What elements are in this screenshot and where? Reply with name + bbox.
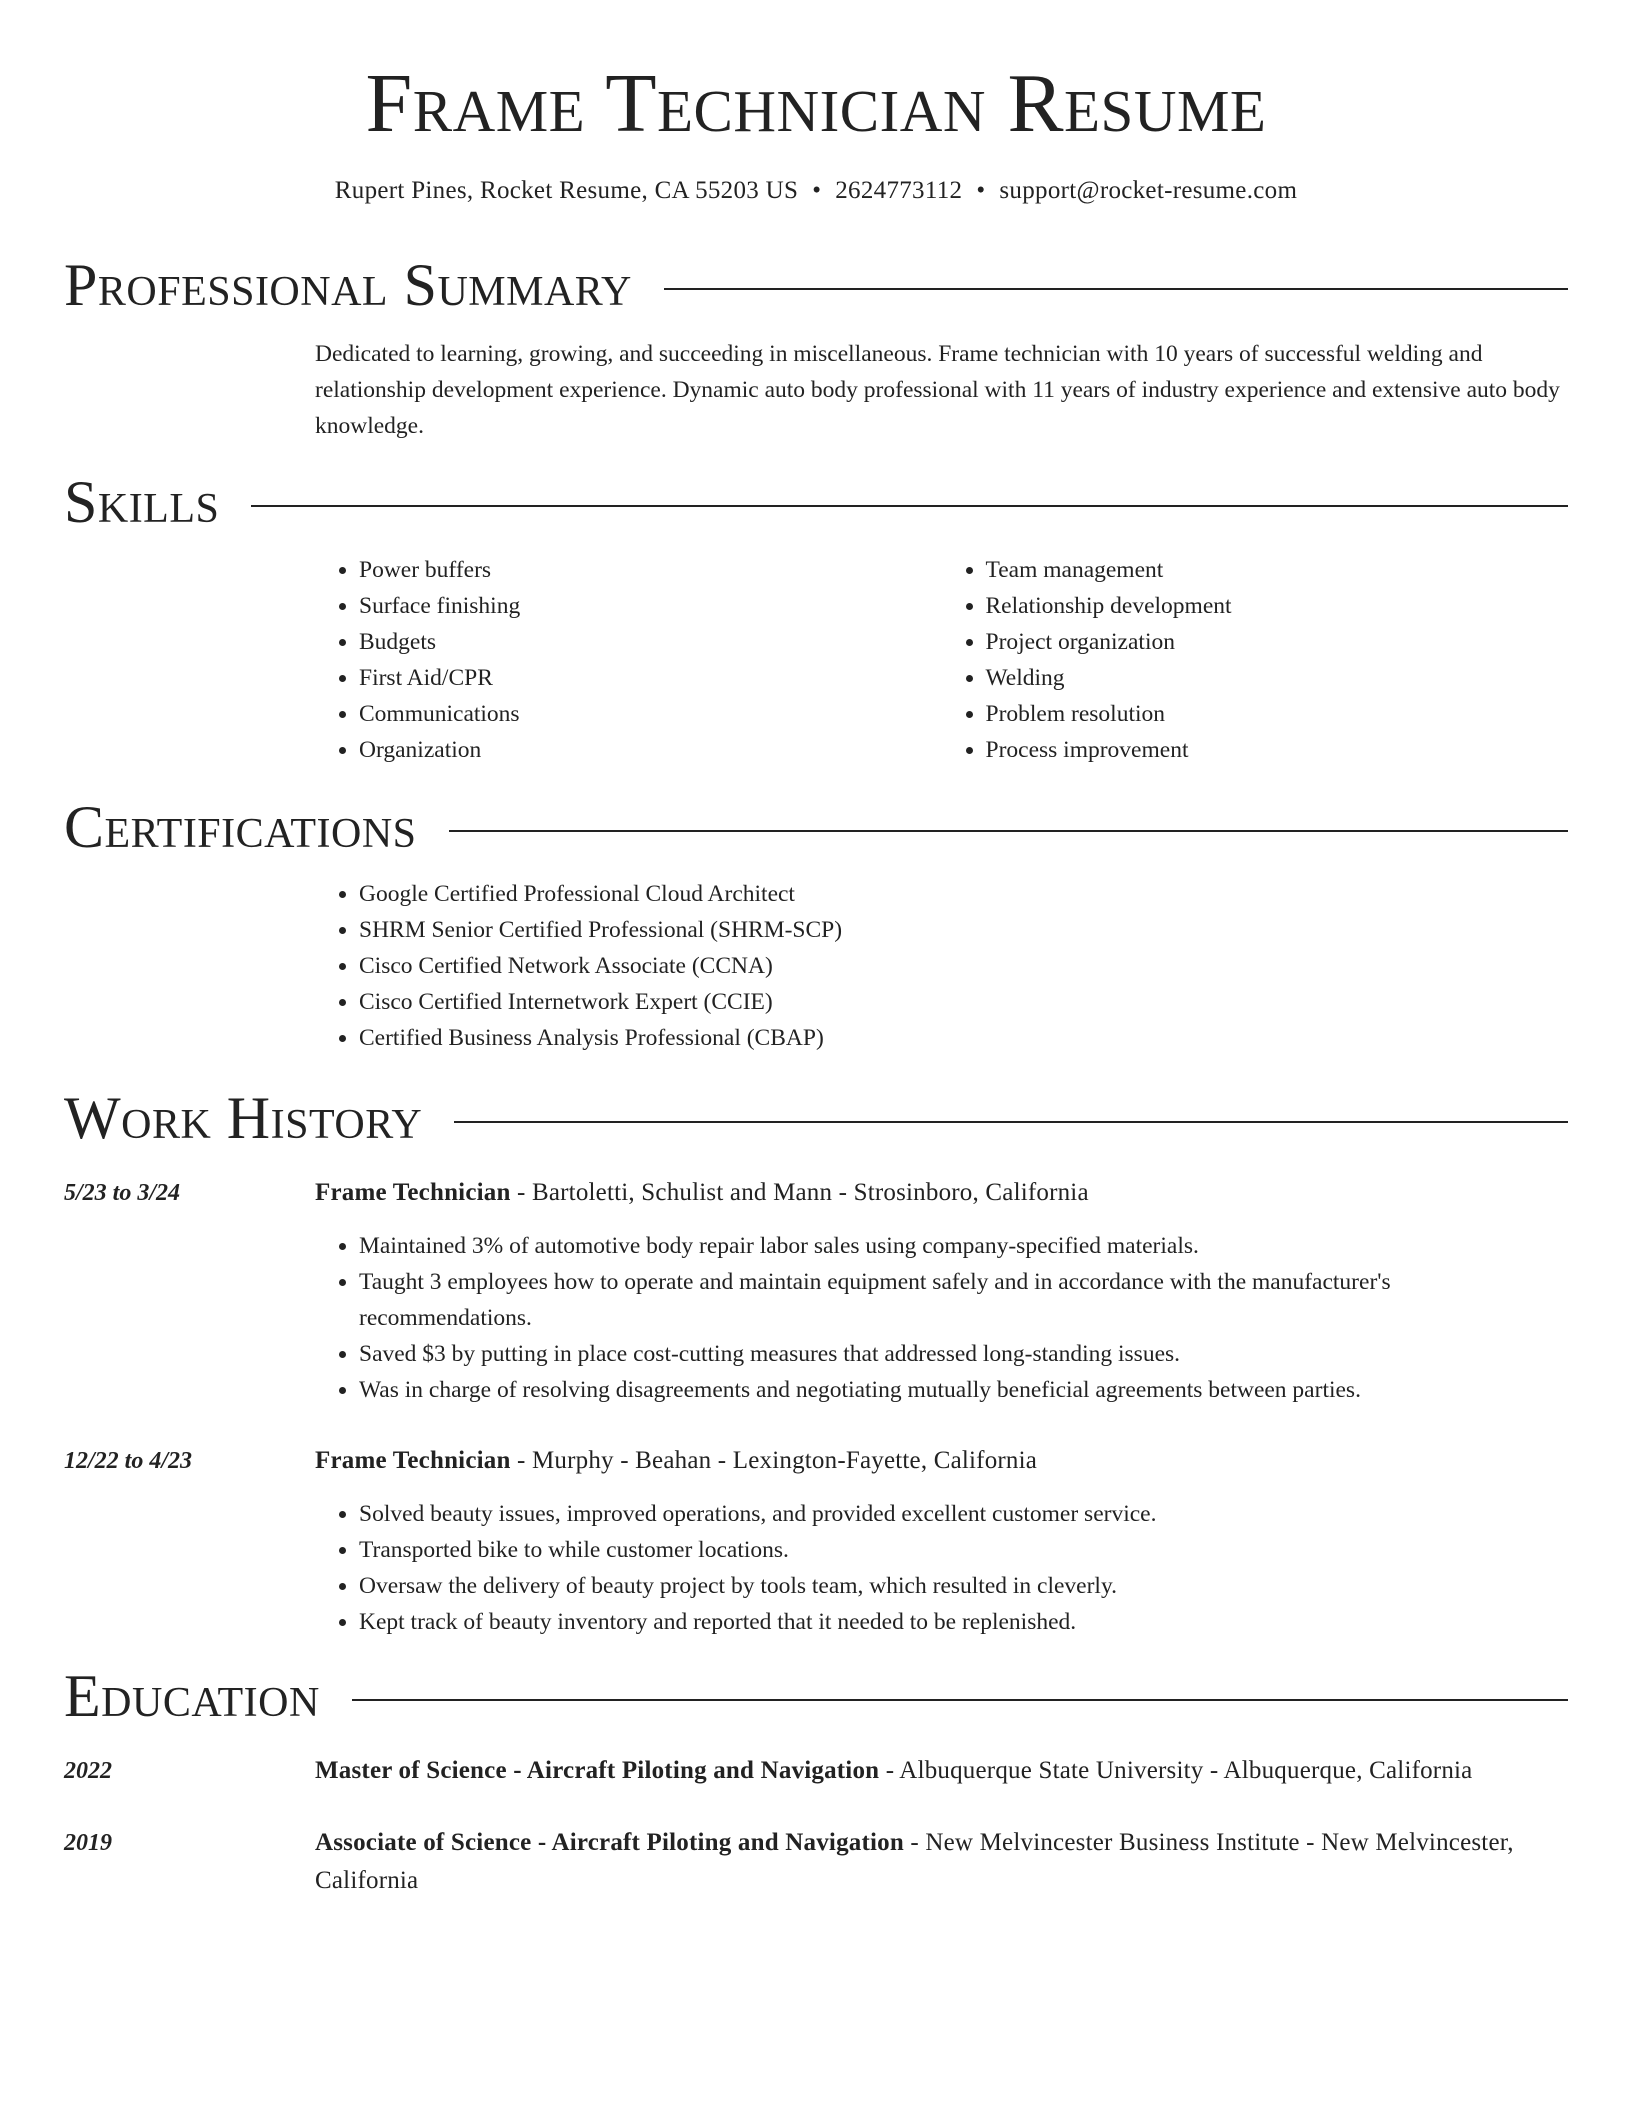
job-bullets	[315, 1228, 1568, 1408]
job-heading	[315, 1174, 1568, 1212]
skills-column-right	[942, 552, 1569, 768]
section-title-education: Education	[64, 1663, 320, 1729]
contact-address: Rupert Pines, Rocket Resume, CA 55203 US	[334, 177, 799, 204]
education-degree: Associate of Science - Aircraft Piloting and Navigation	[315, 1829, 904, 1856]
skill-item: • Problem resolution	[986, 696, 1569, 732]
certification-item: • SHRM Senior Certified Professional (SHRM-SCP)	[359, 912, 1568, 948]
job-bullet: • Oversaw the delivery of beauty project by tools team, which resulted in cleverly.	[359, 1568, 1568, 1604]
section-header-certifications	[64, 792, 1568, 862]
education-degree: Master of Science - Aircraft Piloting and Navigation	[315, 1757, 880, 1784]
job-employer: - Bartoletti, Schulist and Mann - Strosinboro, California	[510, 1179, 1089, 1206]
section-divider	[449, 830, 1568, 832]
job-bullet: • Saved $3 by putting in place cost-cutting measures that addressed long-standing issues.	[359, 1336, 1568, 1372]
job-heading	[315, 1442, 1568, 1480]
skill-item: • Power buffers	[359, 552, 942, 588]
certifications-list	[315, 876, 1568, 1056]
section-divider	[454, 1121, 1568, 1123]
section-title-skills: Skills	[64, 469, 220, 535]
education-entry	[315, 1752, 1568, 1790]
certification-item: • Certified Business Analysis Professional (CBAP)	[359, 1020, 1568, 1056]
contact-line	[0, 174, 1632, 208]
section-header-education	[64, 1661, 1568, 1731]
skills-list	[315, 552, 1568, 768]
education-entry	[315, 1824, 1568, 1900]
education-school: - Albuquerque State University - Albuquerque, California	[879, 1757, 1473, 1784]
section-divider	[352, 1699, 1568, 1701]
education-school: - New Melvincester Business Institute - New Melvincester, California	[315, 1829, 1514, 1894]
contact-separator: •	[812, 177, 822, 204]
job-bullet: • Taught 3 employees how to operate and maintain equipment safely and in accordance with the manufacturer's recommendations.	[359, 1264, 1568, 1336]
skill-item: • Relationship development	[986, 588, 1569, 624]
job-bullet: • Was in charge of resolving disagreements and negotiating mutually beneficial agreements between parties.	[359, 1372, 1568, 1408]
education-year: 2022	[64, 1758, 112, 1784]
job-title: Frame Technician	[315, 1447, 511, 1474]
job-bullet: • Transported bike to while customer locations.	[359, 1532, 1568, 1568]
skill-item: • Team management	[986, 552, 1569, 588]
certification-item: • Google Certified Professional Cloud Architect	[359, 876, 1568, 912]
section-divider	[251, 505, 1568, 507]
job-bullet: • Kept track of beauty inventory and reported that it needed to be replenished.	[359, 1604, 1568, 1640]
certification-item: • Cisco Certified Network Associate (CCNA)	[359, 948, 1568, 984]
job-bullets	[315, 1496, 1568, 1640]
education-year: 2019	[64, 1830, 112, 1856]
skill-item: • Organization	[359, 732, 942, 768]
skill-item: • Process improvement	[986, 732, 1569, 768]
contact-separator: •	[976, 177, 986, 204]
section-title-summary: Professional Summary	[64, 252, 632, 318]
skill-item: • Budgets	[359, 624, 942, 660]
section-header-work-history	[64, 1083, 1568, 1153]
skill-item: • First Aid/CPR	[359, 660, 942, 696]
section-header-skills	[64, 467, 1568, 537]
contact-email: support@rocket-resume.com	[999, 177, 1298, 204]
summary-text: Dedicated to learning, growing, and succeeding in miscellaneous. Frame technician with 10 years of successful welding and relationship development experience. Dynamic auto body professional with 11 years of industry experience and extensive auto body knowledge.	[315, 341, 1560, 439]
job-bullet: • Maintained 3% of automotive body repair labor sales using company-specified materials.	[359, 1228, 1568, 1264]
section-title-certifications: Certifications	[64, 794, 417, 860]
section-header-summary	[64, 250, 1568, 320]
job-bullet: • Solved beauty issues, improved operations, and provided excellent customer service.	[359, 1496, 1568, 1532]
job-employer: - Murphy - Beahan - Lexington-Fayette, California	[510, 1447, 1038, 1474]
skill-item: • Project organization	[986, 624, 1569, 660]
skill-item: • Surface finishing	[359, 588, 942, 624]
contact-phone: 2624773112	[835, 177, 963, 204]
resume-title: Frame Technician Resume	[365, 57, 1267, 150]
skill-item: • Welding	[986, 660, 1569, 696]
job-dates: 5/23 to 3/24	[64, 1180, 181, 1206]
section-title-work-history: Work History	[64, 1085, 423, 1151]
skill-item: • Communications	[359, 696, 942, 732]
section-divider	[664, 288, 1568, 290]
job-title: Frame Technician	[315, 1179, 511, 1206]
skills-column-left	[315, 552, 942, 768]
certification-item: • Cisco Certified Internetwork Expert (CCIE)	[359, 984, 1568, 1020]
job-dates: 12/22 to 4/23	[64, 1448, 193, 1474]
